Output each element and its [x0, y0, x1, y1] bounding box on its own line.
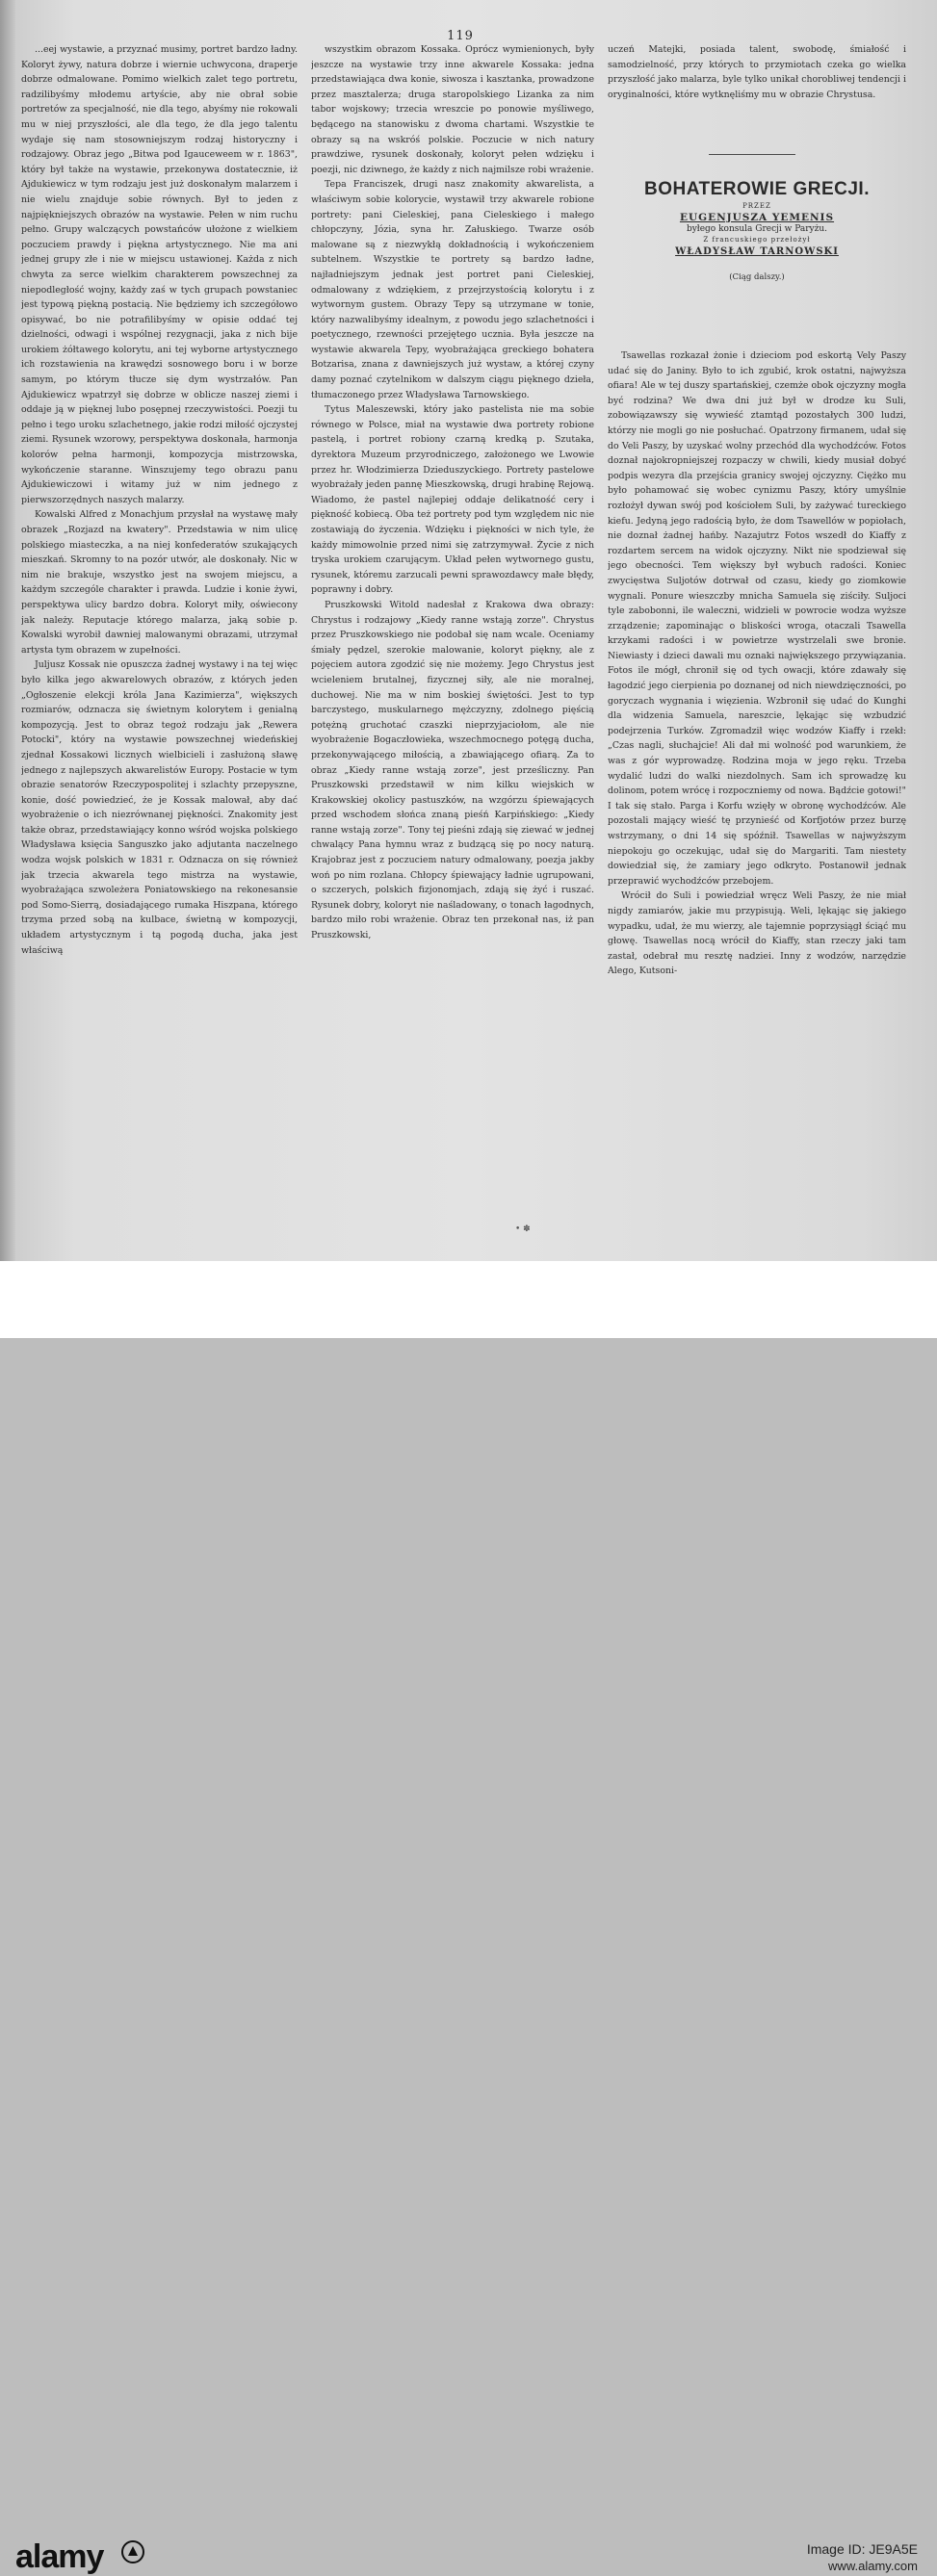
image-url: www.alamy.com	[828, 2559, 918, 2573]
image-id-block	[807, 2540, 918, 2575]
article-translated-from: Z francuskiego przełożył	[703, 236, 811, 244]
page-fold-shadow	[0, 0, 15, 1261]
column-3-article-body	[608, 348, 906, 1244]
article-translator: WŁADYSŁAW TARNOWSKI	[675, 246, 839, 257]
paragraph: uczeń Matejki, posiada talent, swobodę, śmiałość i samodzielność, przy których to przymiotach czeka go wielka przyszłość jako malarza, byle tylko unikał chorobliwej tendencji i oryginalności, które wytknęliśmy mu w obrazie Chrystusa.	[608, 44, 906, 100]
article-title: BOHATEROWIE GRECJI.	[644, 179, 870, 199]
paragraph: Tytus Maleszewski, który jako pastelista nie ma sobie równego w Polsce, miał na wystawie dwa portrety robione pastelą, i portret robiony czarną kredką p. Szutaka, dyrektora Muzeum przyrodniczego, założonego we Lwowie przez hr. Włodzimierza Dzieduszyckiego. Portrety pastelowe wyobrażały jeden pannę Mieszkowską, drugi hrabinę Rejową. Wiadomo, że pastel najlepiej oddaje delikatność cery i piękność kobiecą. Oba też portrety pod tym względem nic nie zostawiają do życzenia. Wdzięku i piękności w nich tyle, że każdy mimowolnie przed nimi się zatrzymywał. Życie z nich tryska urokiem czarującym. Układ pełen wytwornego gustu, rysunek, któremu zarzucali pewni sprawozdawcy małe błędy, poprawny i dobry.	[311, 404, 594, 596]
column-1	[21, 42, 298, 1246]
article-heading	[608, 173, 906, 282]
article-by: PRZEZ	[742, 202, 771, 210]
image-id: Image ID: JE9A5E	[806, 2541, 918, 2557]
newspaper-page	[0, 0, 937, 1261]
paragraph: Wrócił do Suli i powiedział wręcz Weli Paszy, że nie miał nigdy zamiarów, jakie mu przypisują. Weli, lękając się jakiego wypadku, udał, że mu wierzy, ale tajemnie poprzysiągł ściąć mu głowę. Tsawellas nocą wrócił do Kiaffy, stan rzeczy jaki tam zastał, odebrał mu resztę nadziei. Inny z wodzów, narzędzie Alego, Kutsoni-	[608, 890, 906, 977]
paragraph: ...eej wystawie, a przyznać musimy, portret bardzo ładny. Koloryt żywy, natura dobrze i wiernie uchwycona, draperje dobrze odmalowane. Pomimo wielkich zalet tego portretu, radzilibyśmy młodemu artyście, aby nie obrał sobie portretów za specjalność, nie dla tego, abyśmy nie rokowali mu w niej przyszłości, ale dla tego, że dla jego talentu wydaje się nam stosowniejszym rodzaj historyczny i rodzajowy. Obraz jego „Bitwa pod Igauceweem w r. 1863", który był także na wystawie, przekonywa dostatecznie, iż Ajdukiewicz w tym rodzaju jest już doskonałym malarzem i nie wielu znajduje sobie równych. Był to jeden z najpiękniejszych obrazów na wystawie. Pełen w nim ruchu pełno. Grupy walczących powstańców ułożone z wielkiem poczuciem prawdy i piękna artystycznego. Nie ma ani jednej grupy złe i nie w miejscu ustawionej. Każda z nich chwyta za serce wielkim charakterem powszechnej za niepodległość wojny, każdy zaś w tych grupach powstaniec jest typową piękną postacią. Nie będziemy ich szczegółowo opisywać, bo nie potrafilibyśmy w opisie oddać tej dzielności, odwagi i wspólnej rezygnacji, jaka z nich bije urokiem żółtawego kolorytu, ani tej wyborne artystycznego ich rozstawienia na krawędzi sosnowego boru i w borze samym, po którym tłucze się dym wystrzałów. Pan Ajdukiewicz wpatrzył się dobrze w oblicze naszej ziemi i oddaje ją w pięknej lubo posępnej rzeczywistości. Poezji tu pełno i tego uroku szlachetnego, jakie rodzi miłość ojczystej ziemi. Rysunek wzorowy, perspektywa doskonała, harmonja kolorów pełna harmonji, kompozycja mistrzowska, wykończenie staranne. Winszujemy tego obrazu panu Ajdukiewiczowi i witamy już w nim jednego z pierwszorzędnych naszych malarzy.	[21, 44, 298, 505]
alamy-logo-icon	[120, 2539, 145, 2564]
page-end-marker: • ✽	[515, 1224, 531, 1234]
section-divider	[709, 154, 795, 155]
paragraph: Pruszkowski Witold nadesłał z Krakowa dwa obrazy: Chrystus i rodzajowy „Kiedy ranne wstają zorze". Chrystus przez Pruszkowskiego nie podobał się nam wcale. Oceniamy śmiały pędzel, szerokie malowanie, koloryt piękny, ale z pojęciem autora zgodzić się nie możemy. Jego Chrystus jest wcieleniem brutalnej, fizycznej siły, ale nie moralnej, duchowej. Nie ma w nim boskiej świętości. Jest to typ barczystego, muskularnego mężczyzny, zdolnego pięścią potężną gruchotać czaszki nieprzyjaciołom, ale nie wyobrażenie Bogaczłowieka, wszechmocnego potęgą ducha, przekonywającego miłością, a zbawiającego ofiarą. Za to obraz „Kiedy ranne wstają zorze", jest prześliczny. Pan Pruszkowski przedstawił w nim kilku wiejskich w Krakowskiej okolicy pastuszków, na wzgórzu śpiewających przed wschodem słońca znaną pieśń Karpińskiego: „Kiedy ranne wstają zorze". Tony tej pieśni zdają się ziewać w jednej chwalący Pana hymnu wraz z budzącą się po nocy naturą. Krajobraz jest z poczuciem natury odmalowany, poezja jakby woń po nim rozlana. Chłopcy śpiewający ładnie ugrupowani, o szczerych, polskich fizjonomjach, zdają się żyć i ruszać. Rysunek dobry, koloryt nie naśladowany, o tonach łagodnych, bardzo miło robi wrażenie. Obraz ten przekonał nas, iż pan Pruszkowski,	[311, 599, 594, 941]
column-2	[311, 42, 594, 1246]
article-author: EUGENJUSZA YEMENIS	[679, 212, 835, 223]
paragraph: Tsawellas rozkazał żonie i dzieciom pod eskortą Vely Paszy udać się do Janiny. Było to ich zgubić, krok ostatni, najwyższa ofiara! Ale w tej duszy spartańskiej, czemże obok ojczyzny mogła być rodzina? We dwa dni już był w drodze ku Suli, zobowiązawszy się wywieść ztamtąd pozostałych 300 ludzi, którzy nie mogli go nie posłuchać. Opatrzony firmanem, udał się do Veli Paszy, by uzyskać wolny przechód dla wychodźców. Fotos doznał najokropniejszej rozpaczy w chwili, kiedy musiał dobyć podpis wezyra dla przejścia granicy swojej ojczyzny. Ciężko mu było pohamować się wobec cynizmu Paszy, który umyślnie rozłożył dywan swój pod kościołem Suli, by zażywać tureckiego kiefu. Jedyną jego radością było, że dom Tsawellów w popiołach, nie doznał żadnej hańby. Nazajutrz Fotos wszedł do Kiaffy z rozdartem sercem na widok ojczyzny. Nikt nie spodziewał się jego obecności. Tem większy był wybuch radości. Koniec zwycięstwa Suljotów dotrwał od czasu, kiedy go ziomkowie wygnali. Ponure wieszczby mnicha Samuela się ziściły. Suljoci tyle zabobonni, ile waleczni, widzieli w powrocie wodza wyższe zrządzenie; zapominając o bliskości wroga, otaczali Tsawella krzykami radości i w powietrze wystrzelali swe bronie. Niewiasty i dzieci dawali mu oznaki największego przywiązania. Fotos ile mógł, chronił się od tych owacji, które zdawały się łagodzić jego cierpienia po doznanej od nich niewdzięczności, po goryczach wygnania i więzienia. Wzbronił się udać do Kunghi dla widzenia Samuela, nareszcie, lękając się wzbudzić podejrzenia Turków. Zgromadził więc wodzów Kiaffy i rzekł: „Czas nagli, słuchajcie! Ali dał mi wolność pod warunkiem, że was z gór wyprowadzę. Rodzina moja w jego ręku. Trzeba wydalić ludzi do walki niezdolnych. Sam ich sprowadzę ku dolinom, potem wrócę i rozpoczniemy od nowa. Bądźcie gotowi!" I tak się stało. Parga i Korfu wzięły w obronę wychodźców. Ale pozostali mający wieść tę przynieść od Korfjotów przez burzę wstrzymany, o dni 14 się spóźnił. Tsawellas w najwyższym niepokoju go oczekując, udał się do Margariti. Tam niestety dowiedział się, że zamiary jego odkryto. Postanowił jednak przeprawić wychodźców przebojem.	[608, 350, 906, 887]
stock-footer	[0, 1261, 937, 2575]
page-number: 119	[447, 29, 474, 43]
paragraph: Tepa Franciszek, drugi nasz znakomity akwarelista, a właściwym sobie kolorycie, wystawił trzy akwarele robione portrety: pani Cieleskiej, pana Cieleskiego i małego chłopczyny, Józia, syna hr. Załuskiego. Twarze osób malowane są z niezwykłą dokładnością i wykończeniem subtelnem. Wszystkie te portrety są bardzo ładne, najładniejszym jednak jest portret pani Cieleskiej, odmalowany z wdziękiem, z przejrzystością kolorytu i z wytwornym gustem. Obrazy Tepy są utrzymane w tonie, który nazwalibyśmy idealnym, z powodu jego szlachetności i poetycznego, rzewności przejętego ucznia. Była jeszcze na wystawie akwarela Tepy, wyobrażająca greckiego bohatera Botzarisa, znana z dawniejszych już wystaw, a której czyny damy poznać czytelnikom w dalszym ciągu pięknego dzieła, tłumaczonego przez Władysława Tarnowskiego.	[311, 179, 594, 400]
column-3-top	[608, 42, 906, 139]
article-author-role: byłego konsula Grecji w Paryżu.	[686, 224, 828, 234]
paragraph: wszystkim obrazom Kossaka. Oprócz wymienionych, były jeszcze na wystawie trzy inne akwarele Kossaka: jedna przedstawiająca dwa konie, siwosza i kasztanka, prowadzone przez masztalerza; druga staropolskiego Lizanka za nim tabor wojskowy; trzecia wreszcie po ponowie myśliwego, będącego na stanowisku z dwoma chartami. Wszystkie te obrazy są na wskróś polskie. Poczucie w nich natury prawdziwe, rysunek doskonały, koloryt pełen wdzięku i poezji, nic dziwnego, że każdy z nich najmilsze robi wrażenie.	[311, 44, 594, 175]
paragraph: Kowalski Alfred z Monachjum przysłał na wystawę mały obrazek „Rozjazd na kwatery". Przedstawia w nim ulicę polskiego miasteczka, a na niej konfederatów szukających mieszkań. Skromny to na pozór utwór, ale doskonały. Nic w nim nie brakuje, wszystko jest na swojem miejscu, a każdym szczególe charakter i prawda. Ludzie i konie żywi, perspektywa ulicy bardzo dobra. Koloryt miły, oświecony jak należy. Reputacje którego malarza, jaką sobie p. Kowalski wyrobił dawniej malowanymi obrazami, utrzymał artysta tym obrazem w zupełności.	[21, 509, 298, 656]
alamy-logo: alamy	[15, 2538, 104, 2575]
article-continued: (Ciąg dalszy.)	[729, 272, 785, 282]
paragraph: Juljusz Kossak nie opuszcza żadnej wystawy i na tej więc było kilka jego akwarelowych obrazów, z których jeden „Ogłoszenie elekcji króla Jana Kazimierza", większych rozmiarów, odznacza się świetnym kolorytem i genialną kompozycją. Jest to obraz tegoż rodzaju jak „Rewera Potocki", który na wystawie powszechnej wiedeńskiej zjednał Kossakowi licznych wielbicieli i zasłużoną sławę jednego z najlepszych akwarelistów Europy. Postacie w tym obrazie senatorów Rzeczypospolitej i szlachty przepyszne, konie, dość powiedzieć, że je Kossak malował, aby dać wyobrażenie o ich niezrównanej piękności. Znakomity jest także obraz, przedstawiający konno wśród wojska polskiego Władysława księcia Sanguszko jako adjutanta naczelnego wodza wojsk polskich w 1831 r. Odznacza on się również jak trzecia akwarela tego mistrza na wystawie, wyobrażająca szwoleżera Poniatowskiego na rekonesansie pod Somo-Sierrą, dosiadającego rumaka Hiszpana, którego trzyma przed sobą na kulbace, świetną w kompozycji, układem artystycznym i tą pogodą ducha, jaka jest właściwą	[21, 659, 298, 956]
